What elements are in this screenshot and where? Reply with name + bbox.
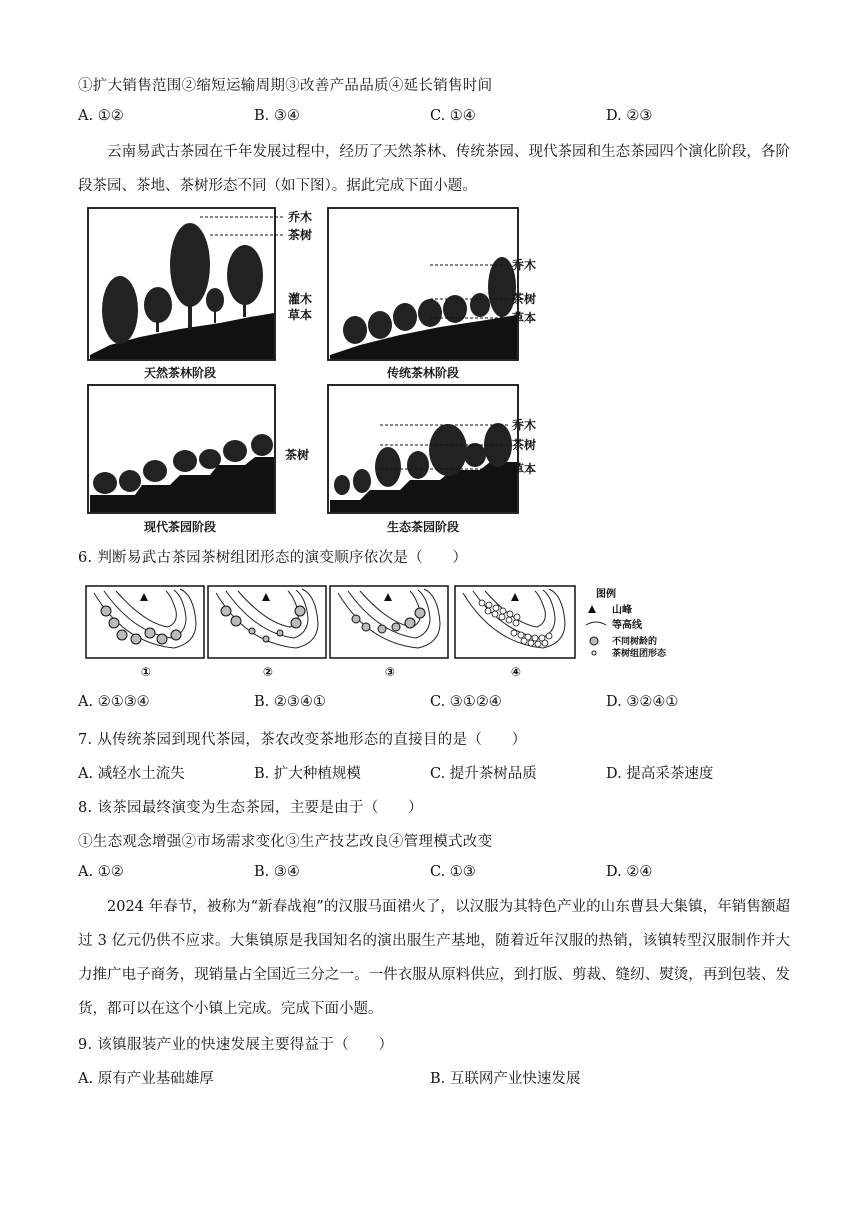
legend-cluster-line2: 茶树组团形态 bbox=[612, 649, 667, 659]
panel1-label-grass: 草本 bbox=[288, 308, 313, 322]
q5-option-c[interactable]: C. ①④ bbox=[430, 108, 476, 124]
q6-option-b[interactable]: B. ②③④① bbox=[254, 694, 326, 710]
q5-option-d[interactable]: D. ②③ bbox=[606, 108, 653, 124]
passage-tea-garden bbox=[78, 135, 790, 203]
contour-panel-3-number: ③ bbox=[384, 665, 396, 679]
q7-stem: 7. 从传统茶园到现代茶园，茶农改变茶地形态的直接目的是（ ） bbox=[78, 732, 527, 748]
passage-hanfu-text: 2024 年春节，被称为“新春战袍”的汉服马面裙火了，以汉服为其特色产业的山东曹县大集镇，年销售额超过 3 亿元仍供不应求。大集镇原是我国知名的演出服生产基地，随着近年汉服的热销，该镇转型汉服制作并大力推广电子商务，现销量占全国近三分之一。一件衣服从原料供应，到打版、剪裁、缝纫、熨烫，再到包装、发货，都可以在这个小镇上完成。完成下面小题。 bbox=[78, 899, 790, 1017]
q6-option-a[interactable]: A. ②①③④ bbox=[78, 694, 150, 710]
panel1-label-tea: 茶树 bbox=[288, 228, 313, 242]
panel1-caption: 天然茶林阶段 bbox=[143, 366, 217, 380]
legend-cluster-line1: 不同树龄的 bbox=[612, 637, 658, 647]
q8-stem: 8. 该茶园最终演变为生态茶园，主要是由于（ ） bbox=[78, 800, 423, 816]
legend-title: 图例 bbox=[596, 589, 616, 600]
q5-option-a[interactable]: A. ①② bbox=[78, 108, 124, 124]
passage-hanfu bbox=[78, 890, 790, 1026]
panel1-label-tree: 乔木 bbox=[288, 210, 313, 224]
panel4-label-tea: 茶树 bbox=[512, 438, 537, 452]
contour-panel-2-number: ② bbox=[262, 665, 274, 679]
q9-option-a[interactable]: A. 原有产业基础雄厚 bbox=[78, 1071, 214, 1087]
tea-cluster-contour-figure bbox=[84, 583, 724, 683]
q5-option-b[interactable]: B. ③④ bbox=[254, 108, 300, 124]
q8-option-b[interactable]: B. ③④ bbox=[254, 864, 300, 880]
q7-option-a[interactable]: A. 减轻水土流失 bbox=[78, 766, 185, 782]
passage-tea-garden-text: 云南易武古茶园在千年发展过程中，经历了天然茶林、传统茶园、现代茶园和生态茶园四个演化阶段，各阶段茶园、茶地、茶树形态不同（如下图）。据此完成下面小题。 bbox=[78, 144, 790, 194]
q5-statements: ①扩大销售范围②缩短运输周期③改善产品品质④延长销售时间 bbox=[78, 78, 493, 94]
q8-option-d[interactable]: D. ②④ bbox=[606, 864, 653, 880]
legend-peak: 山峰 bbox=[612, 605, 632, 616]
panel4-label-tree: 乔木 bbox=[512, 418, 537, 432]
q8-statements: ①生态观念增强②市场需求变化③生产技艺改良④管理模式改变 bbox=[78, 834, 493, 850]
contour-panel-4-number: ④ bbox=[510, 665, 522, 679]
q7-option-d[interactable]: D. 提高采茶速度 bbox=[606, 766, 714, 782]
q9-option-b[interactable]: B. 互联网产业快速发展 bbox=[430, 1071, 581, 1087]
panel2-caption: 传统茶林阶段 bbox=[386, 366, 460, 380]
q8-option-c[interactable]: C. ①③ bbox=[430, 864, 476, 880]
q7-option-c[interactable]: C. 提升茶树品质 bbox=[430, 766, 537, 782]
panel3-caption: 现代茶园阶段 bbox=[143, 520, 217, 534]
panel4-label-grass: 草本 bbox=[512, 462, 537, 476]
q6-option-d[interactable]: D. ③②④① bbox=[606, 694, 679, 710]
q7-option-b[interactable]: B. 扩大种植规模 bbox=[254, 766, 361, 782]
panel3-label-tea: 茶树 bbox=[285, 448, 310, 462]
contour-figure-legend bbox=[586, 587, 667, 659]
panel4-caption: 生态茶园阶段 bbox=[386, 520, 460, 534]
panel2-label-tea: 茶树 bbox=[512, 292, 537, 306]
q6-stem: 6. 判断易武古茶园茶树组团形态的演变顺序依次是（ ） bbox=[78, 550, 468, 566]
q9-stem: 9. 该镇服装产业的快速发展主要得益于（ ） bbox=[78, 1037, 394, 1053]
tea-garden-stages-figure bbox=[80, 205, 540, 540]
contour-panel-1-number: ① bbox=[140, 665, 152, 679]
legend-contour: 等高线 bbox=[612, 620, 642, 631]
q6-option-c[interactable]: C. ③①②④ bbox=[430, 694, 502, 710]
panel2-label-tree: 乔木 bbox=[512, 258, 537, 272]
q8-option-a[interactable]: A. ①② bbox=[78, 864, 124, 880]
panel2-label-grass: 草本 bbox=[512, 311, 537, 325]
panel1-label-shrub: 灌木 bbox=[288, 292, 313, 306]
